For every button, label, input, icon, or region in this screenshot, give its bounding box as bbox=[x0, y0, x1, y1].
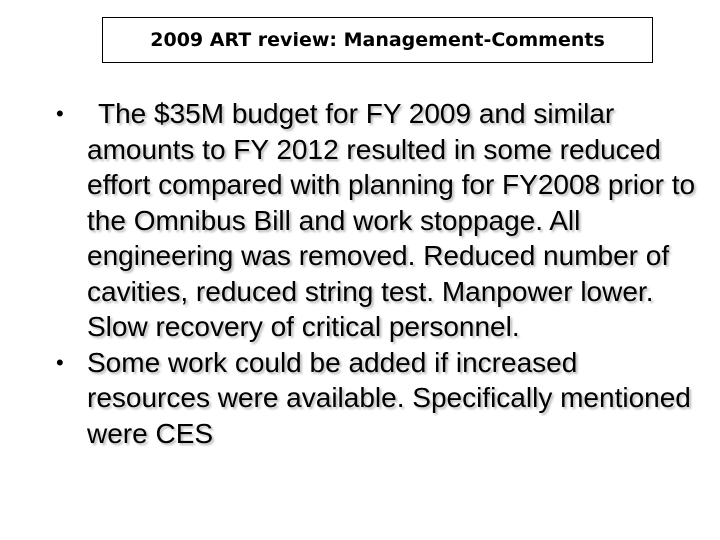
bullet-item bbox=[0, 96, 720, 345]
bullet-icon: • bbox=[56, 349, 64, 375]
bullet-icon: • bbox=[56, 101, 64, 126]
bullet-item bbox=[0, 345, 720, 452]
slide-title: 2009 ART review: Management-Comments bbox=[150, 29, 605, 51]
bullet-list bbox=[0, 96, 720, 451]
bullet-text: Some work could be added if increased resources were available. Specifically mentioned were CES bbox=[87, 346, 691, 449]
slide-title-box bbox=[102, 17, 653, 63]
bullet-text: The $35M budget for FY 2009 and similar amounts to FY 2012 resulted in some reduced effort compared with planning for FY2008 prior to the Omnibus Bill and work stoppage. All engineering was removed. Reduced number of cavities, reduced string test. Manpower lower. Slow recovery of critical personnel. bbox=[87, 98, 696, 342]
